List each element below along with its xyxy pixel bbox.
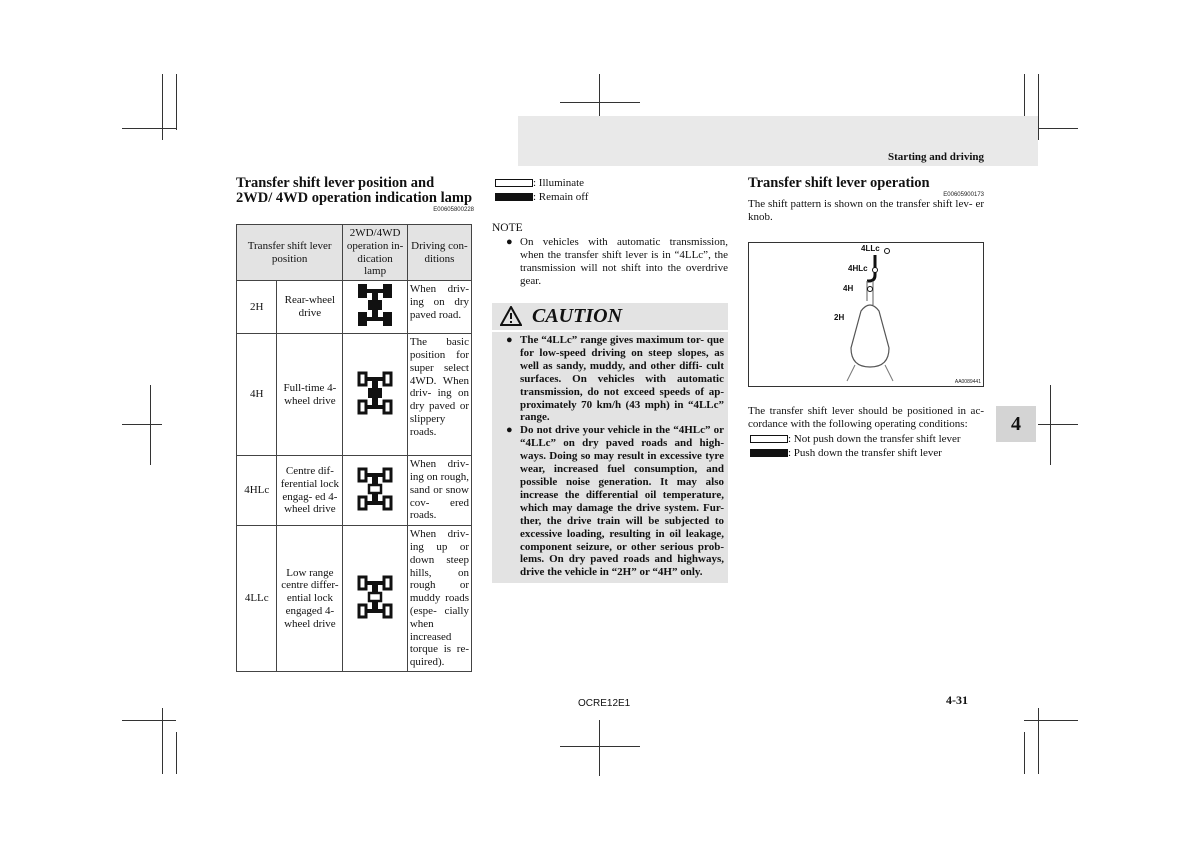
crop-mark: [122, 720, 176, 721]
reference-code: E00605900173: [943, 192, 984, 198]
4wd-low-locked-lamp-icon: [343, 526, 408, 672]
bullet-icon: ●: [506, 334, 513, 346]
bullet-icon: ●: [506, 424, 513, 437]
indication-lamp-table: [236, 224, 472, 672]
intro-text: The shift pattern is shown on the transfer shift lev- er knob.: [748, 198, 984, 223]
crop-mark: [1038, 74, 1039, 140]
crop-mark: [1050, 385, 1051, 465]
chapter-tab: 4: [996, 406, 1036, 442]
legend-illuminate: [495, 177, 584, 190]
4wd-full-time-lamp-icon: [343, 334, 408, 456]
legend-label: : Not push down the transfer shift lever: [788, 433, 961, 445]
warning-triangle-icon: [500, 306, 522, 326]
crop-mark: [122, 424, 162, 425]
column-header: Transfer shift lever position: [237, 225, 343, 281]
footer-code: OCRE12E1: [578, 698, 631, 709]
not-push-swatch: [750, 435, 788, 443]
condition-cell: The basic position for super select 4WD. When driv- ing on dry paved or slippery roads.: [407, 334, 471, 456]
legend-remain-off: [495, 191, 588, 204]
caution-item: [492, 424, 724, 579]
position-label: 4LLc: [861, 244, 880, 253]
push-swatch: [750, 449, 788, 457]
position-label: 2H: [834, 313, 845, 322]
bullet-icon: ●: [506, 236, 513, 248]
position-cell: 4LLc: [237, 526, 277, 672]
right-section: [748, 176, 984, 224]
note-item: [492, 236, 728, 288]
caution-item: [492, 334, 724, 424]
crop-mark: [176, 732, 177, 774]
legend-push: [750, 446, 942, 460]
description-cell: Low range centre differ- ential lock engaged 4- wheel drive: [277, 526, 343, 672]
note-block: [492, 236, 728, 288]
crop-mark: [162, 708, 163, 774]
column-header: 2WD/4WD operation in- dication lamp: [343, 225, 408, 281]
note-title: NOTE: [492, 222, 523, 234]
caution-box: [492, 303, 728, 583]
crop-mark: [599, 720, 600, 776]
description-cell: Full-time 4- wheel drive: [277, 334, 343, 456]
condition-cell: When driv- ing on dry paved road.: [407, 281, 471, 334]
crop-mark: [162, 74, 163, 140]
table-header-row: [237, 225, 472, 281]
section-heading: Transfer shift lever operation: [748, 175, 930, 191]
table-row: [237, 334, 472, 456]
position-cell: 2H: [237, 281, 277, 334]
position-cell: 4HLc: [237, 456, 277, 526]
2wd-rear-lamp-icon: [343, 281, 408, 334]
operating-text: The transfer shift lever should be positioned in ac- cordance with the following operating conditions:: [748, 405, 984, 430]
legend-label: : Illuminate: [533, 177, 585, 189]
crop-mark: [176, 74, 177, 130]
page-number: 4-31: [946, 693, 968, 707]
section-title: Starting and driving: [888, 151, 984, 163]
caution-title: CAUTION: [532, 305, 623, 327]
position-label: 4H: [843, 284, 854, 293]
4wd-locked-lamp-icon: [343, 456, 408, 526]
caution-list: [492, 334, 724, 579]
crop-mark: [560, 746, 640, 747]
crop-mark: [1024, 720, 1078, 721]
shift-pattern-figure: [748, 242, 984, 387]
reference-code: E00605800228: [433, 207, 474, 213]
table-row: [237, 526, 472, 672]
crop-mark: [1024, 732, 1025, 774]
crop-mark: [1038, 708, 1039, 774]
caution-header: [492, 303, 728, 332]
figure-code: AA0089441: [954, 379, 981, 385]
caution-text: The “4LLc” range gives maximum tor- que for low-speed driving on steep slopes, as well as sandy, muddy, and other diffi- cult surfaces. On vehicles with automatic transmission, do not exceed speeds of ap- proximately 70 km/h (43 mph) in “4LLc” range.: [520, 334, 724, 424]
table-row: [237, 456, 472, 526]
description-cell: Rear-wheel drive: [277, 281, 343, 334]
illuminate-swatch: [495, 179, 533, 187]
left-section: [236, 176, 474, 213]
description-cell: Centre dif- ferential lock engag- ed 4-wheel drive: [277, 456, 343, 526]
crop-mark: [150, 385, 151, 465]
remain-off-swatch: [495, 193, 533, 201]
condition-cell: When driv- ing on rough, sand or snow cov- ered roads.: [407, 456, 471, 526]
legend-not-push: [750, 432, 961, 446]
position-cell: 4H: [237, 334, 277, 456]
table-row: [237, 281, 472, 334]
crop-mark: [560, 102, 640, 103]
condition-cell: When driv- ing up or down steep hills, on rough or muddy roads (espe- cially when increased torque is re- quired).: [407, 526, 471, 672]
column-header: Driving con- ditions: [407, 225, 471, 281]
crop-mark: [122, 128, 176, 129]
section-heading: Transfer shift lever position and 2WD/ 4WD operation indication lamp: [236, 175, 473, 206]
note-text: On vehicles with automatic transmission, when the transfer shift lever is in “4LLc”, the transmission will not shift into the overdrive gear.: [520, 236, 728, 287]
legend-label: : Push down the transfer shift lever: [788, 447, 942, 459]
caution-text: Do not drive your vehicle in the “4HLc” or “4LLc” on dry paved roads and high- ways. Doing so may result in excessive tyre wear, increased fuel consumption, and possible noise generation. It may also increase the differential oil temperature, which may damage the drive system. Fur- ther, the drive train will be subjected to excessive loading, resulting in oil leakage, component seizure, or other serious prob- lems. On dry paved roads and highways, drive the vehicle in “2H” or “4H” only.: [520, 424, 724, 579]
position-label: 4HLc: [848, 264, 868, 273]
crop-mark: [1038, 424, 1078, 425]
legend-label: : Remain off: [533, 191, 589, 203]
